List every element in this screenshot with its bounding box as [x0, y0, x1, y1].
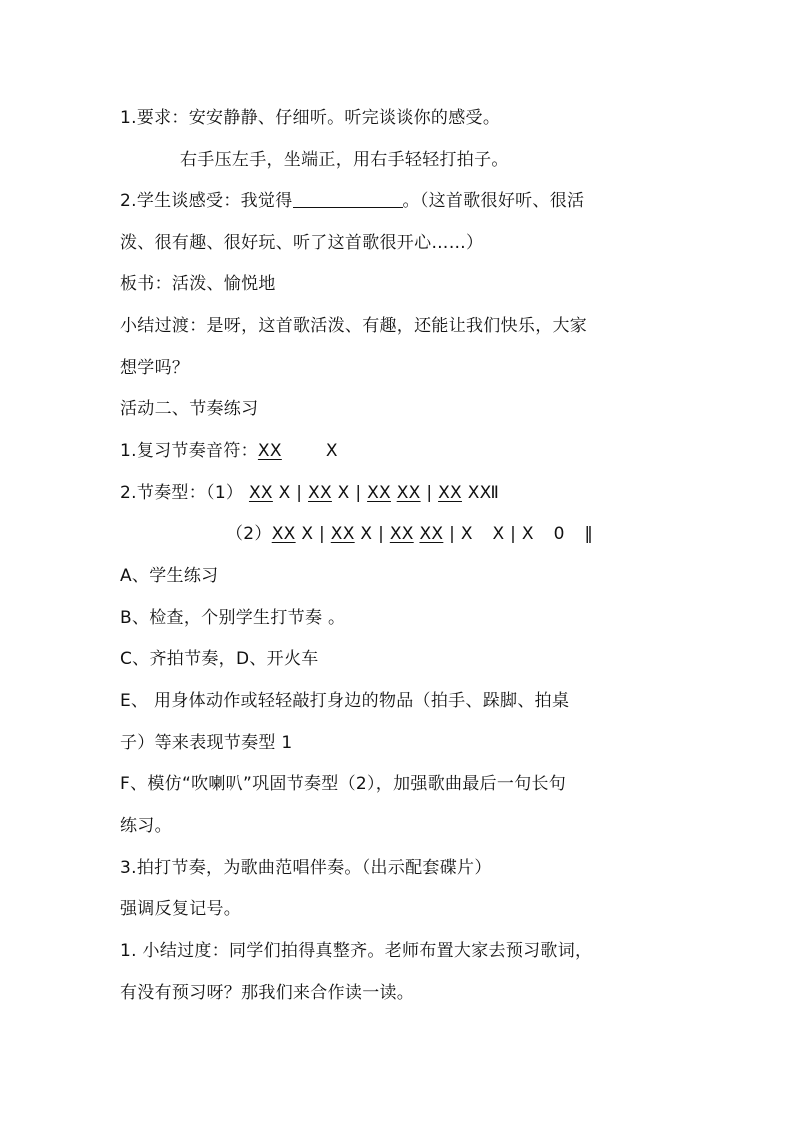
barline: |	[378, 524, 385, 544]
rhythm-pattern-2-line	[226, 522, 593, 546]
barline: |	[355, 483, 362, 503]
summary-question-line: 想学吗？	[120, 358, 190, 378]
student-feeling-label: 2.学生谈感受：我觉得	[120, 191, 293, 211]
requirement-line: 1.要求：安安静静、仔细听。听完谈谈你的感受。	[120, 108, 501, 128]
rhythm2-note: X	[460, 524, 473, 544]
student-feeling-line	[120, 189, 584, 213]
rhythm1-note: XX	[367, 483, 391, 503]
step-c-line: C、齐拍节奏，D、开火车	[120, 649, 319, 669]
rhythm2-note: XX	[389, 524, 414, 544]
step-a-line: A、学生练习	[120, 566, 219, 586]
rhythm-pattern-1-line	[120, 481, 499, 505]
summary-continued: 有没有预习呀？那我们来合作读一读。	[120, 983, 415, 1003]
instruction-line: 右手压左手，坐端正，用右手轻轻打拍子。	[180, 150, 509, 170]
step-e-continued: 子）等来表现节奏型 1	[120, 733, 293, 753]
note-xx: XX	[257, 441, 282, 461]
barline: |	[426, 483, 433, 503]
summary-transition-line: 小结过渡：是呀，这首歌活泼、有趣，还能让我们快乐，大家	[120, 316, 588, 336]
step-e-line: E、 用身体动作或轻轻敲打身边的物品（拍手、跺脚、拍桌	[120, 691, 570, 711]
barline: |	[296, 483, 303, 503]
rhythm2-note: X	[360, 524, 373, 544]
barline: |	[510, 524, 517, 544]
board-writing-line: 板书：活泼、愉悦地	[120, 274, 276, 294]
note-x: X	[325, 441, 338, 461]
summary-line: 1. 小结过度：同学们拍得真整齐。老师布置大家去预习歌词，	[120, 941, 593, 961]
fill-in-blank	[293, 189, 403, 208]
accompaniment-line: 3.拍打节奏，为歌曲范唱伴奏。（出示配套碟片）	[120, 858, 492, 878]
rhythm2-note: X	[492, 524, 505, 544]
rhythm1-note: X	[337, 483, 350, 503]
rhythm2-note: X	[521, 524, 534, 544]
rhythm1-note: XX	[396, 483, 421, 503]
barline: |	[319, 524, 326, 544]
rhythm1-note: X	[278, 483, 291, 503]
rhythm2-note: XX	[271, 524, 296, 544]
barline: |	[449, 524, 456, 544]
repeat-sign-line: 强调反复记号。	[120, 899, 242, 919]
review-notes-label: 1.复习节奏音符：	[120, 441, 258, 461]
step-f-continued: 练习。	[120, 816, 172, 836]
step-f-line: F、模仿“吹喇叭”巩固节奏型（2），加强歌曲最后一句长句	[120, 774, 567, 794]
rhythm-pattern-2-label: （2）	[226, 524, 272, 544]
step-b-line: B、检查，个别学生打节奏 。	[120, 608, 346, 628]
rhythm2-note: XX	[419, 524, 444, 544]
rhythm-pattern-label: 2.节奏型：（1）	[120, 483, 244, 503]
rhythm2-note: XX	[330, 524, 355, 544]
rhythm1-end: XⅫ	[467, 483, 500, 503]
rhythm1-note: XX	[308, 483, 332, 503]
activity-two-heading: 活动二、节奏练习	[120, 399, 259, 419]
student-feeling-continued: 泼、很有趣、很好玩、听了这首歌很开心……）	[120, 233, 484, 253]
rhythm2-note: X	[301, 524, 314, 544]
rhythm1-note: XX	[248, 483, 273, 503]
rhythm1-note: XX	[438, 483, 462, 503]
review-notes-line	[120, 439, 338, 463]
rhythm2-end: ‖	[584, 524, 594, 544]
student-feeling-examples: 。（这首歌很好听、很活	[402, 191, 585, 211]
rhythm2-rest: 0	[553, 524, 565, 544]
